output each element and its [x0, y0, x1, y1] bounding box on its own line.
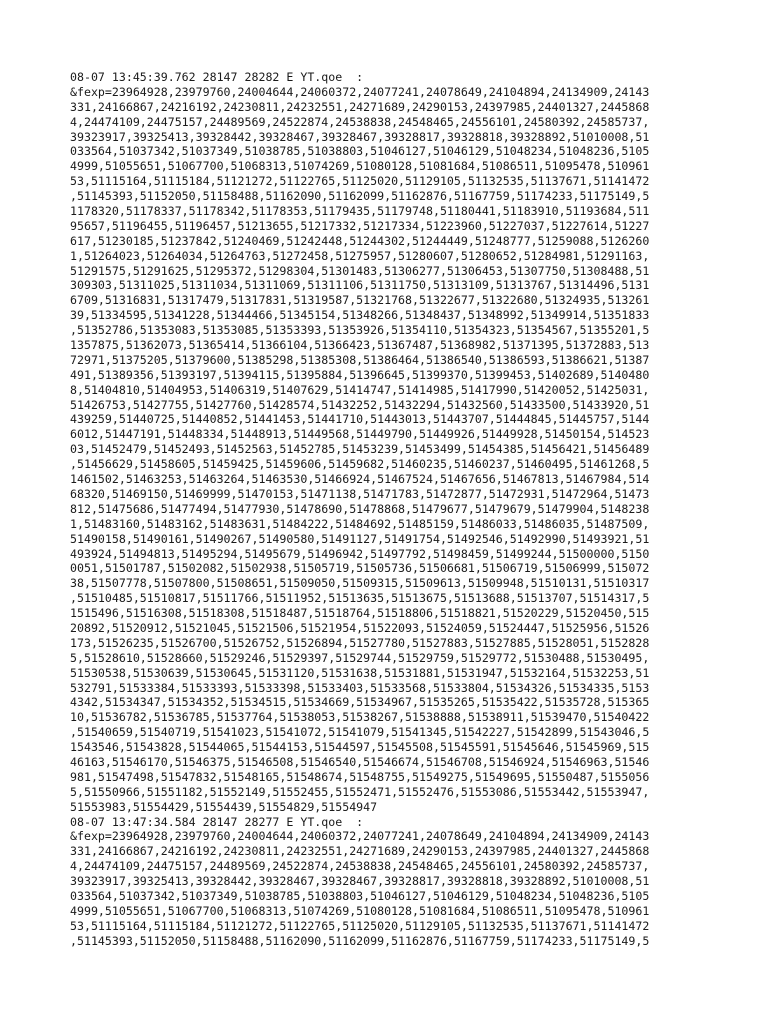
log-line: 439259,51440725,51440852,51441453,51441710,51443013,51443707,51444845,51445757,5144: [70, 412, 650, 427]
log-document: [70, 70, 710, 949]
log-line: 1515496,51516308,51518308,51518487,51518764,51518806,51518821,51520229,51520450,515: [70, 606, 650, 621]
log-line: ,51510485,51510817,51511766,51511952,51513635,51513675,51513688,51513707,51514317,5: [70, 591, 650, 606]
log-line: 5,51550966,51551182,51552149,51552455,51552471,51552476,51553086,51553442,51553947,: [70, 784, 650, 799]
log-line: 39323917,39325413,39328442,39328467,39328467,39328817,39328818,39328892,51010008,51: [70, 874, 650, 889]
log-line: 08-07 13:47:34.584 28147 28277 E YT.qoe :: [70, 814, 364, 829]
log-line: 6012,51447191,51448334,51448913,51449568,51449790,51449926,51449928,51450154,514523: [70, 427, 650, 442]
log-line: 491,51389356,51393197,51394115,51395884,51396645,51399370,51399453,51402689,5140480: [70, 367, 650, 382]
log-line: 4,24474109,24475157,24489569,24522874,24538838,24548465,24556101,24580392,24585737,: [70, 114, 650, 129]
log-line: 03,51452479,51452493,51452563,51452785,51453239,51453499,51454385,51456421,51456489: [70, 442, 650, 457]
log-line: 20892,51520912,51521045,51521506,51521954,51522093,51524059,51524447,51525956,51526: [70, 620, 650, 635]
log-line: 95657,51196455,51196457,51213655,51217332,51217334,51223960,51227037,51227614,51227: [70, 218, 650, 233]
log-line: 4999,51055651,51067700,51068313,51074269,51080128,51081684,51086511,51095478,510961: [70, 903, 650, 918]
log-line: 331,24166867,24216192,24230811,24232551,24271689,24290153,24397985,24401327,2445868: [70, 99, 650, 114]
log-line: 812,51475686,51477494,51477930,51478690,51478868,51479677,51479679,51479904,5148238: [70, 501, 650, 516]
log-line: 617,51230185,51237842,51240469,51242448,51244302,51244449,51248777,51259088,5126260: [70, 233, 650, 248]
log-line: 1,51483160,51483162,51483631,51484222,51484692,51485159,51486033,51486035,51487509,: [70, 516, 650, 531]
log-line: 532791,51533384,51533393,51533398,51533403,51533568,51533804,51534326,51534335,5153: [70, 680, 650, 695]
log-line: 0051,51501787,51502082,51502938,51505719,51505736,51506681,51506719,51506999,515072: [70, 561, 650, 576]
log-line: 331,24166867,24216192,24230811,24232551,24271689,24290153,24397985,24401327,2445868: [70, 844, 650, 859]
log-line: ,51352786,51353083,51353085,51353393,51353926,51354110,51354323,51354567,51355201,5: [70, 323, 650, 338]
log-line: 10,51536782,51536785,51537764,51538053,51538267,51538888,51538911,51539470,51540422: [70, 710, 650, 725]
log-line: 53,51115164,51115184,51121272,51122765,51125020,51129105,51132535,51137671,51141472: [70, 918, 650, 933]
log-line: 1178320,51178337,51178342,51178353,51179435,51179748,51180441,51183910,51193684,511: [70, 204, 650, 219]
log-line: 4,24474109,24475157,24489569,24522874,24538838,24548465,24556101,24580392,24585737,: [70, 859, 650, 874]
log-line: 4342,51534347,51534352,51534515,51534669,51534967,51535265,51535422,51535728,515365: [70, 695, 650, 710]
log-line: &fexp=23964928,23979760,24004644,24060372,24077241,24078649,24104894,24134909,24143: [70, 829, 650, 844]
log-line: 51490158,51490161,51490267,51490580,51491127,51491754,51492546,51492990,51493921,51: [70, 531, 650, 546]
log-line: 08-07 13:45:39.762 28147 28282 E YT.qoe :: [70, 70, 364, 84]
log-line: ,51540659,51540719,51541023,51541072,51541079,51541345,51542227,51542899,51543046,5: [70, 725, 650, 740]
log-line: 46163,51546170,51546375,51546508,51546540,51546674,51546708,51546924,51546963,51546: [70, 754, 650, 769]
log-line: ,51145393,51152050,51158488,51162090,51162099,51162876,51167759,51174233,51175149,5: [70, 933, 650, 948]
log-line: 51553983,51554429,51554439,51554829,51554947: [70, 799, 378, 814]
log-line: 1,51264023,51264034,51264763,51272458,51275957,51280607,51280652,51284981,51291163,: [70, 248, 650, 263]
log-line: 033564,51037342,51037349,51038785,51038803,51046127,51046129,51048234,51048236,5105: [70, 888, 650, 903]
log-line: 39,51334595,51341228,51344466,51345154,51348266,51348437,51348992,51349914,51351833: [70, 308, 650, 323]
log-line: 1357875,51362073,51365414,51366104,51366423,51367487,51368982,51371395,51372883,513: [70, 338, 650, 353]
log-line: 4999,51055651,51067700,51068313,51074269,51080128,51081684,51086511,51095478,510961: [70, 159, 650, 174]
log-line: ,51145393,51152050,51158488,51162090,51162099,51162876,51167759,51174233,51175149,5: [70, 189, 650, 204]
log-line: 1543546,51543828,51544065,51544153,51544597,51545508,51545591,51545646,51545969,515: [70, 740, 650, 755]
log-line: ,51456629,51458605,51459425,51459606,51459682,51460235,51460237,51460495,51461268,5: [70, 457, 650, 472]
log-line: 68320,51469150,51469999,51470153,51471138,51471783,51472877,51472931,51472964,51473: [70, 486, 650, 501]
log-line: 72971,51375205,51379600,51385298,51385308,51386464,51386540,51386593,51386621,51387: [70, 352, 650, 367]
log-line: 5,51528610,51528660,51529246,51529397,51529744,51529759,51529772,51530488,51530495,: [70, 650, 650, 665]
log-line: 8,51404810,51404953,51406319,51407629,51414747,51414985,51417990,51420052,51425031,: [70, 382, 650, 397]
log-line: 53,51115164,51115184,51121272,51122765,51125020,51129105,51132535,51137671,51141472: [70, 174, 650, 189]
log-line: 173,51526235,51526700,51526752,51526894,51527780,51527883,51527885,51528051,5152828: [70, 635, 650, 650]
log-line: 493924,51494813,51495294,51495679,51496942,51497792,51498459,51499244,51500000,5150: [70, 546, 650, 561]
log-line: &fexp=23964928,23979760,24004644,24060372,24077241,24078649,24104894,24134909,24143: [70, 84, 650, 99]
log-line: 309303,51311025,51311034,51311069,51311106,51311750,51313109,51313767,51314496,5131: [70, 278, 650, 293]
log-line: 033564,51037342,51037349,51038785,51038803,51046127,51046129,51048234,51048236,5105: [70, 144, 650, 159]
log-line: 39323917,39325413,39328442,39328467,39328467,39328817,39328818,39328892,51010008,51: [70, 129, 650, 144]
log-line: 6709,51316831,51317479,51317831,51319587,51321768,51322677,51322680,51324935,513261: [70, 293, 650, 308]
log-line: 51291575,51291625,51295372,51298304,51301483,51306277,51306453,51307750,51308488,51: [70, 263, 650, 278]
log-line: 51530538,51530639,51530645,51531120,51531638,51531881,51531947,51532164,51532253,51: [70, 665, 650, 680]
log-line: 1461502,51463253,51463264,51463530,51466924,51467524,51467656,51467813,51467984,514: [70, 472, 650, 487]
log-line: 51426753,51427755,51427760,51428574,51432252,51432294,51432560,51433500,51433920,51: [70, 397, 650, 412]
log-line: 981,51547498,51547832,51548165,51548674,51548755,51549275,51549695,51550487,5155056: [70, 769, 650, 784]
log-line: 38,51507778,51507800,51508651,51509050,51509315,51509613,51509948,51510131,51510317: [70, 576, 650, 591]
